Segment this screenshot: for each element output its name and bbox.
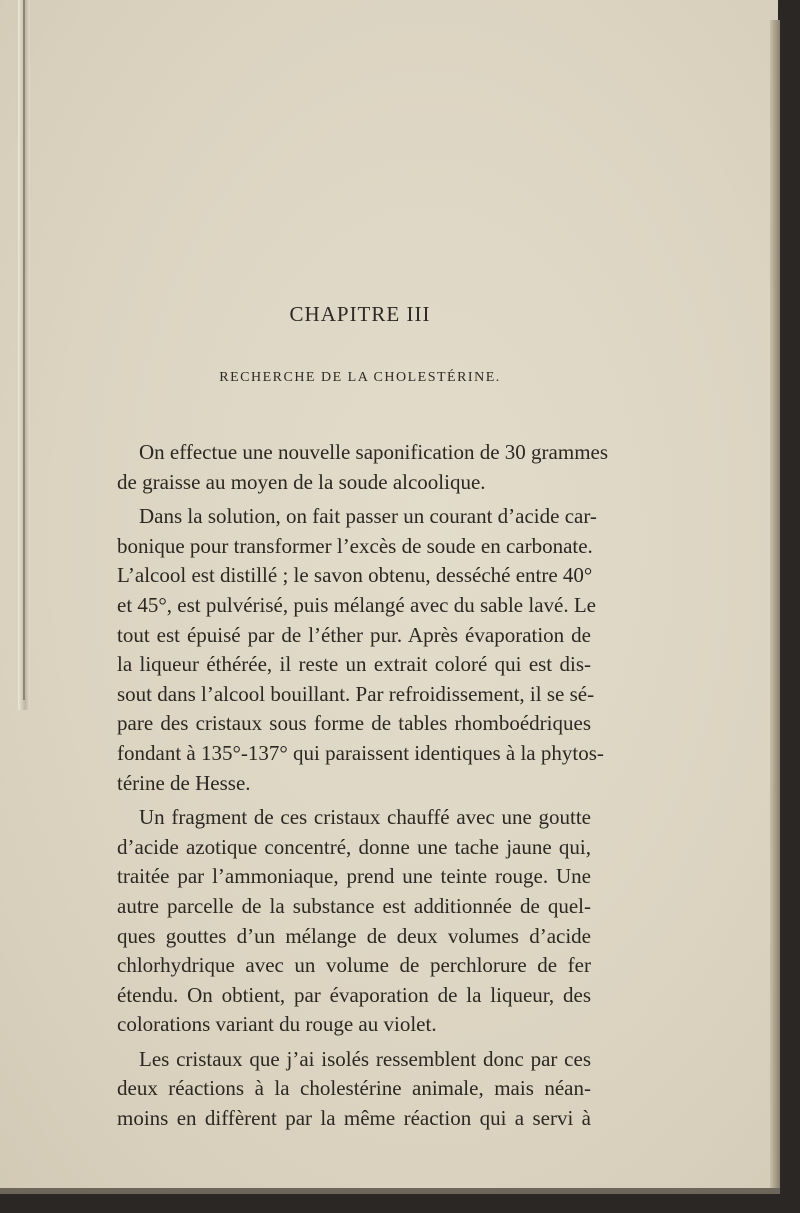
binding-line [23, 0, 25, 700]
text-line: pare des cristaux sous forme de tables rhomboédriques [117, 711, 591, 736]
chapter-title: CHAPITRE III [289, 302, 431, 326]
text-line: On effectue une nouvelle saponification de 30 grammes [139, 440, 609, 464]
text-line: la liqueur éthérée, il reste un extrait coloré qui est dis- [117, 652, 591, 677]
text-line: autre parcelle de la substance est additionnée de quel- [117, 893, 591, 918]
text-line: et 45°, est pulvérisé, puis mélangé avec du sable lavé. Le [117, 592, 596, 617]
paragraph-2 [117, 502, 604, 798]
text-line: L’alcool est distillé ; le savon obtenu, desséché entre 40° [117, 563, 593, 588]
text-line: tout est épuisé par de l’éther pur. Après évaporation de [117, 622, 591, 647]
page-edge-right [770, 20, 780, 1190]
text-line: bonique pour transformer l’excès de soude en carbonate. [117, 533, 593, 558]
text-line: chlorhydrique avec un volume de perchlorure de fer [117, 953, 591, 978]
section-title: RECHERCHE DE LA CHOLESTÉRINE. [219, 370, 501, 385]
text-line: Les cristaux que j’ai isolés ressemblent donc par ces [139, 1046, 591, 1071]
text-line: Un fragment de ces cristaux chauffé avec une goutte [139, 805, 591, 830]
text-line: térine de Hesse. [117, 770, 251, 795]
paragraph-4 [117, 1045, 591, 1134]
text-line: moins en diffèrent par la même réaction qui a servi à [117, 1106, 591, 1131]
text-line: ques gouttes d’un mélange de deux volumes d’acide [117, 923, 591, 948]
text-line: colorations variant du rouge au violet. [117, 1012, 437, 1037]
paragraph-1 [117, 438, 609, 497]
page-edge-bottom [0, 1188, 780, 1194]
text-line: étendu. On obtient, par évaporation de la liqueur, des [117, 982, 591, 1007]
body-text [117, 438, 609, 1139]
text-line: traitée par l’ammoniaque, prend une teinte rouge. Une [117, 864, 591, 889]
text-line: d’acide azotique concentré, donne une tache jaune qui, [117, 834, 591, 859]
text-line: deux réactions à la cholestérine animale, mais néan- [117, 1076, 591, 1101]
text-line: fondant à 135°-137° qui paraissent identiques à la phytos- [117, 740, 604, 765]
text-line: de graisse au moyen de la soude alcoolique. [117, 469, 486, 494]
text-line: Dans la solution, on fait passer un courant d’acide car- [139, 504, 597, 529]
text-line: sout dans l’alcool bouillant. Par refroidissement, il se sé- [117, 681, 595, 706]
paragraph-3 [117, 803, 591, 1040]
